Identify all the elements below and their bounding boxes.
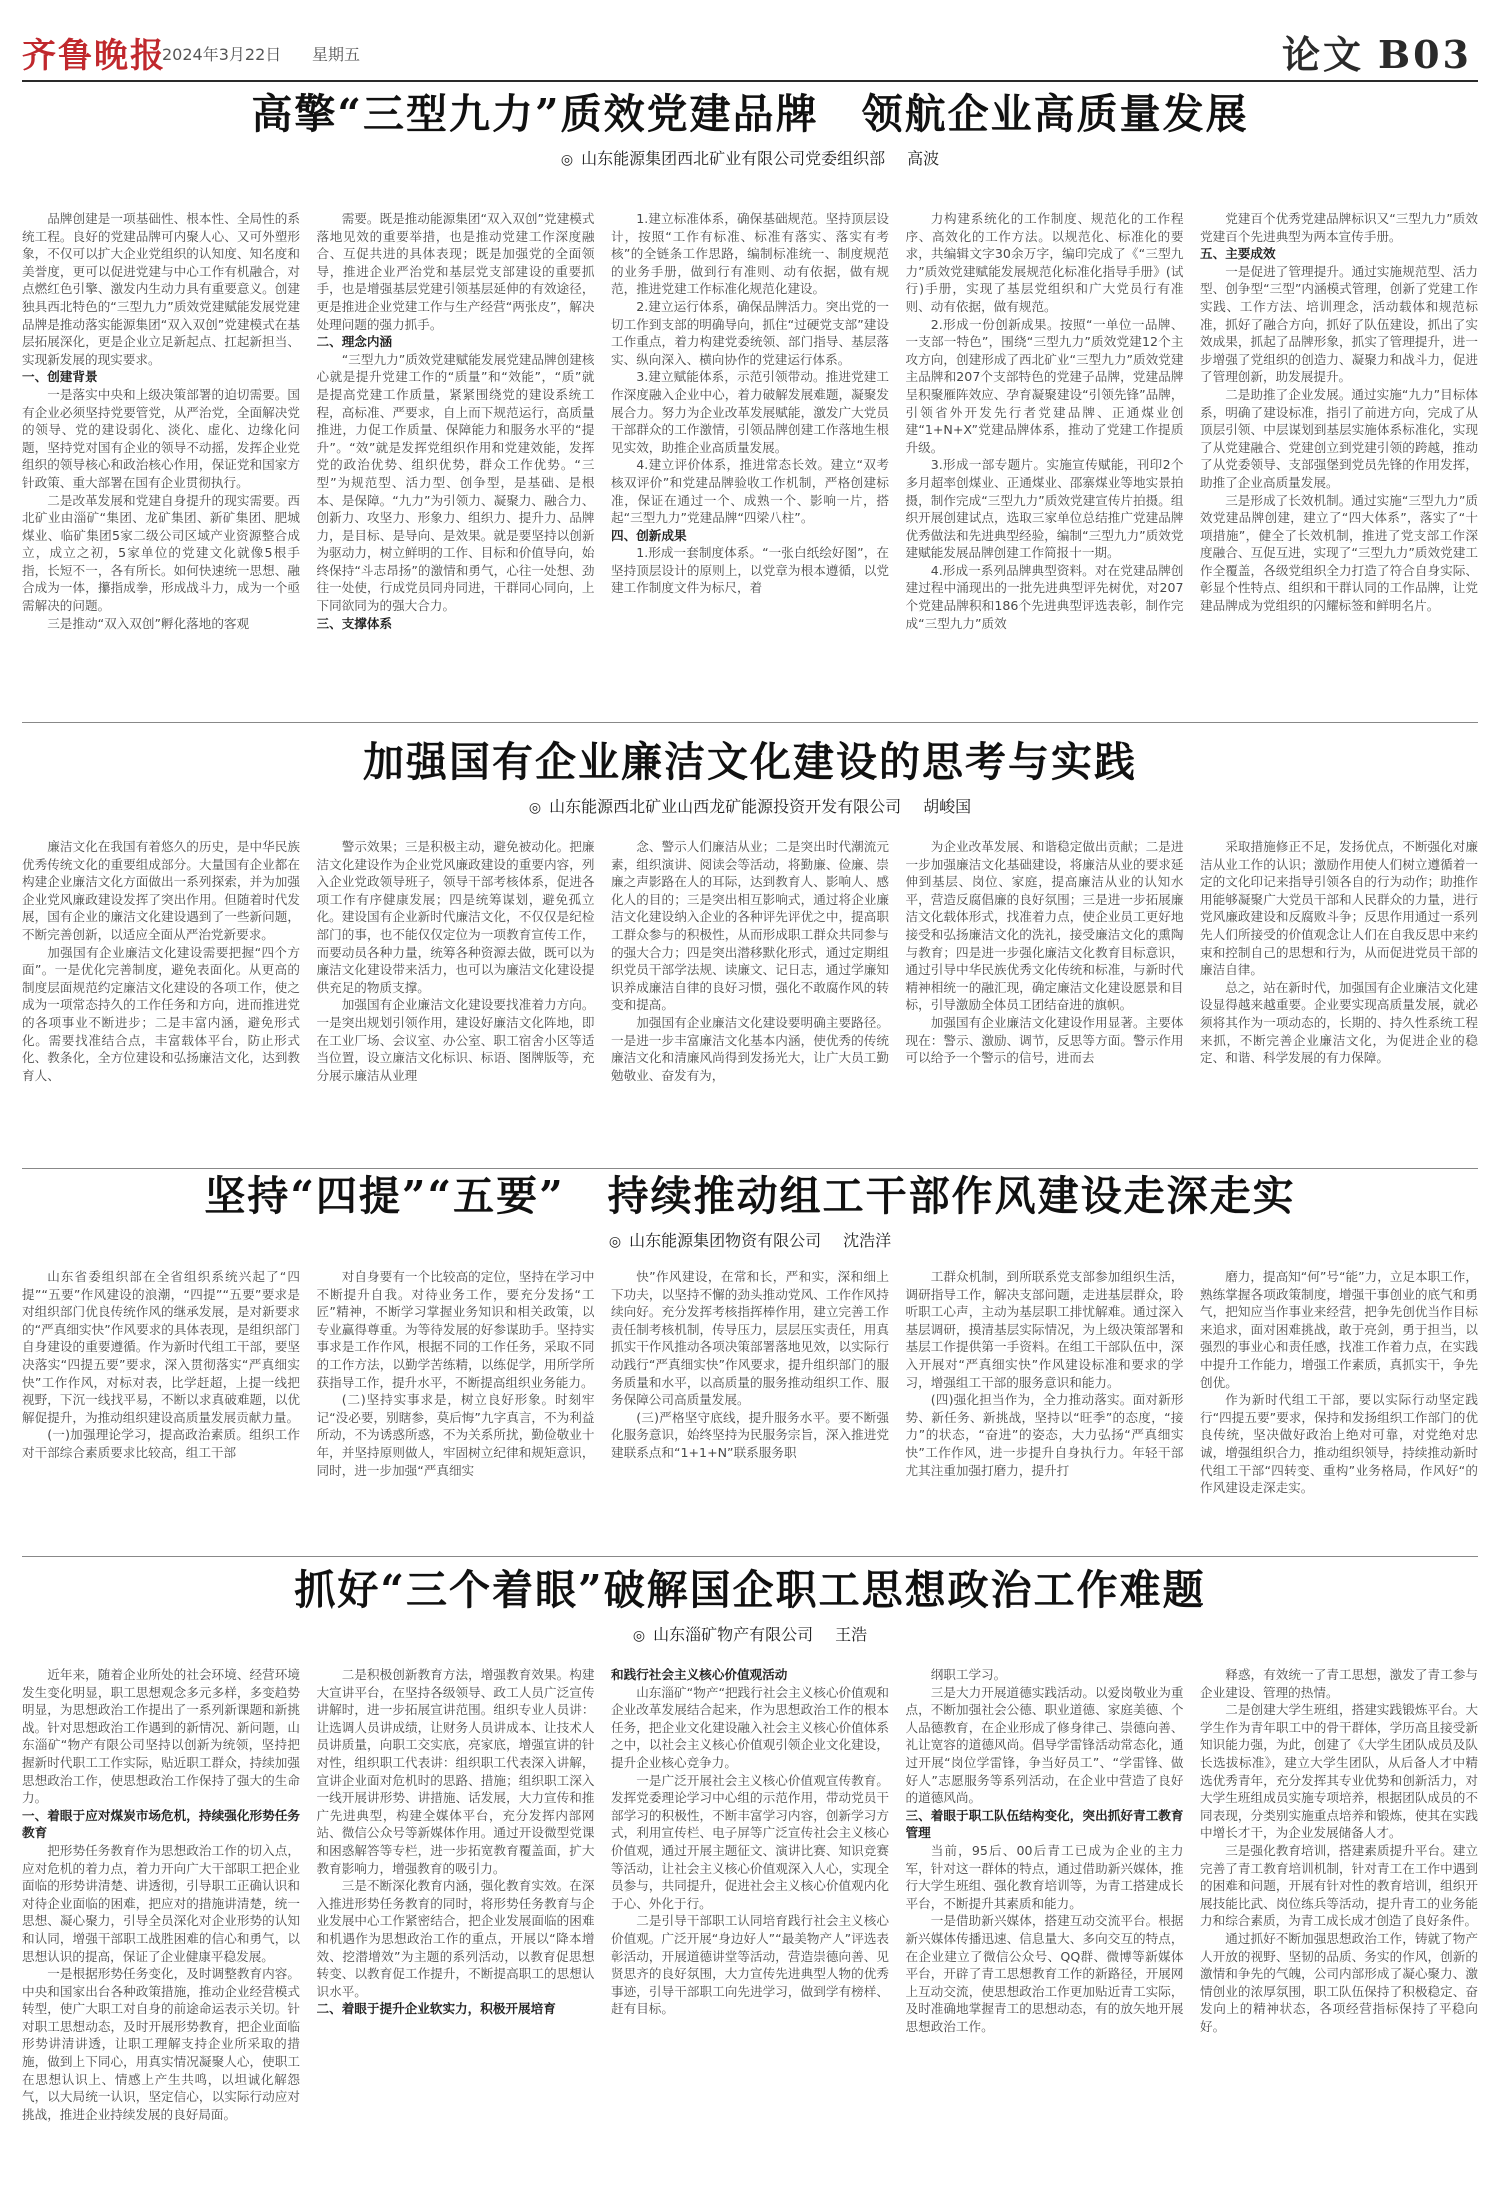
byline-bullet-icon: ◎ [632, 1628, 646, 1644]
text-column [906, 1666, 1184, 2194]
paragraph: 工群众机制，到所联系党支部参加组织生活，调研指导工作，解决支部问题，走进基层群众，聆听职工心声，主动为基层职工排忧解难。通过深入基层调研，摸清基层实际情况，为上级决策部署和基层工作提供第一手资料。在组工干部队伍中，深入开展对“严真细实快”作风建设标准和要求的学习，增强组工干部的服务意识和能力。 [905, 1269, 1184, 1390]
text-column [22, 838, 300, 1166]
section-subheading: 二、着眼于提升企业软实力，积极开展培育 [316, 2001, 556, 2017]
paragraph: 三是形成了长效机制。通过实施“三型九力”质效党建品牌创建，建立了“四大体系”，落实了“十项措施”，健全了长效机制，推进了党支部工作深度融合、互促互进，实现了“三型九力”质效党建工作全覆盖，各级党组织全力打造了符合自身实际、彰显个性特点、组织和干群认同的工作品牌，让党建品牌成为党组织的闪耀标签和鲜明名片。 [1200, 492, 1478, 614]
paragraph: 三是强化教育培训，搭建素质提升平台。建立完善了青工教育培训机制，针对青工在工作中遇到的困难和问题，开展有针对性的教育培训，组织开展技能比武、岗位练兵等活动，提升青工的业务能力和综合素质，为青工成长成才创造了良好条件。 [1200, 1842, 1478, 1929]
issue-date: 2024年3月22日 [162, 45, 282, 64]
byline-author: 胡峻国 [923, 797, 972, 816]
text-column [1200, 1268, 1478, 1548]
article-headline: 坚持“四提”“五要” 持续推动组工干部作风建设走深走实 [204, 1172, 1296, 1220]
paragraph: 三是推动“双入双创”孵化落地的客观 [47, 615, 250, 631]
paragraph: 二是助推了企业发展。通过实施“九力”目标体系，明确了建设标准，指引了前进方向，完成了从顶层引领、中层谋划到基层实施体系标准化，实现了从党建融合、党建创立到党建引领的跨越，推动了从党委领导、支部强堡到党员先锋的作用发挥，助推了企业高质量发展。 [1200, 386, 1478, 490]
paragraph: 需要。既是推动能源集团“双入双创”党建模式落地见效的重要举措，也是推动党建工作深度融合、互促共进的具体表现；既是加强党的全面领导，推进企业严治党和基层党支部建设的重要抓手，也是增强基层党建引领基层延伸的有效途径，更是推进企业党建工作与生产经营“两张皮”，解决处理问题的强力抓手。 [316, 211, 595, 332]
issue-weekday: 星期五 [312, 45, 361, 64]
paragraph: (二)坚持实事求是，树立良好形象。时刻牢记“没必要，别瞎参，莫后悔”九字真言，不为利益所动，不为诱惑所惑，不为关系所扰，勤俭敬业十年，并坚持原则做人，牢固树立纪律和规矩意识，同时，进一步加强“严真细实 [316, 1392, 595, 1478]
paragraph: 快”作风建设，在常和长，严和实，深和细上下功夫，以坚持不懈的劲头推动党风、工作作风持续向好。充分发挥考核指挥棒作用，建立完善工作责任制考核机制，传导压力，层层压实责任，用真抓实干作风推动各项决策部署落地见效，以实际行动践行“严真细实快”作风要求，提升组织部门的服务质量和水平，以高质量的服务推动组织工作、服务保障公司高质量发展。 [611, 1269, 889, 1408]
text-column [906, 210, 1184, 718]
paragraph: 当前，95后、00后青工已成为企业的主力军，针对这一群体的特点，通过借助新兴媒体，推行大学生班组、强化教育培训等，为青工搭建成长平台，不断提升其素质和能力。 [905, 1842, 1184, 1911]
paragraph: (四)强化担当作为，全力推动落实。面对新形势、新任务、新挑战，坚持以“旺季”的态度，“接力”的状态，“奋进”的姿态，大力弘扬“严真细实快”工作作风，进一步提升自身执行力。年轻干部尤其注重加强打磨力，提升打 [905, 1392, 1184, 1478]
section-subheading: 一、创建背景 [22, 369, 98, 385]
paragraph: 加强国有企业廉洁文化建设要明确主要路径。一是进一步丰富廉洁文化基本内涵，使优秀的传统廉洁文化和清廉风尚得到发扬光大，让广大员工勤勉敬业、奋发有为， [611, 1014, 889, 1083]
paragraph: 加强国有企业廉洁文化建设作用显著。主要体现在：警示、激励、调节，反思等方面。警示作用可以给予一个警示的信号，进而去 [905, 1014, 1184, 1066]
text-column [1200, 1666, 1478, 2194]
paragraph: 总之，站在新时代，加强国有企业廉洁文化建设显得越来越重要。企业要实现高质量发展，就必须将其作为一项动态的，长期的、持久性系统工程来抓，不断完善企业廉洁文化，为促进企业的稳定、和谐、科学发展的有力保障。 [1200, 979, 1478, 1066]
paragraph: 释惑，有效统一了青工思想，激发了青工参与企业建设、管理的热情。 [1200, 1667, 1478, 1700]
article-headline: 高擎“三型九力”质效党建品牌 领航企业高质量发展 [251, 90, 1249, 138]
article-divider [22, 722, 1478, 723]
paragraph: 一是借助新兴媒体，搭建互动交流平台。根据新兴媒体传播迅速、信息量大、多向交互的特点，在企业建立了微信公众号、QQ群、微博等新媒体平台，开辟了青工思想教育工作的新路径，开展网上互动交流，使思想政治工作更加贴近青工实际，及时准确地掌握青工的思想动态，有的放矢地开展思想政治工作。 [905, 1913, 1184, 2034]
paragraph: 二是改革发展和党建自身提升的现实需要。西北矿业由淄矿“集团、龙矿集团、新矿集团、肥城煤业、临矿集团5家二级公司区域产业资源整合成立，成立之初，5家单位的党建文化就像5根手指，长短不一，各有所长。如何快速统一思想、融合成为一体，攥指成拳，形成战斗力，成为一个亟需解决的问题。 [22, 492, 300, 614]
paragraph: 采取措施修正不足，发扬优点，不断强化对廉洁从业工作的认识；激励作用使人们树立遵循着一定的文化印记来指导引领各自的行为动作；助推作用能够凝聚广大党员干部和人民群众的力量，进行党风廉政建设和反腐败斗争；反思作用通过一系列先人们所接受的价值观念让人们在自我反思中来约束和控制自己的思想和行为，从而促进党员干部的廉洁自律。 [1200, 839, 1478, 978]
byline-org: 山东淄矿物产有限公司 [653, 1625, 814, 1644]
text-column [317, 210, 595, 718]
section-name: 论文 [1281, 32, 1364, 77]
paragraph: 1.建立标准体系，确保基础规范。坚持顶层设计，按照“工作有标准、标准有落实、落实有考核”的全链条工作思路，编制标准统一、制度规范的业务手册，做到行有准则、动有依据，做有规范，推进党建工作标准化规范化建设。 [611, 211, 889, 297]
paragraph: 一是广泛开展社会主义核心价值观宣传教育。发挥党委理论学习中心组的示范作用，带动党员干部学习的积极性，不断丰富学习内容，创新学习方式，利用宣传栏、电子屏等广泛宣传社会主义核心价值观，通过开展主题征文、演讲比赛、知识竞赛等活动，让社会主义核心价值观深入人心，实现全员参与，共同提升，促进社会主义核心价值观内化于心、外化于行。 [611, 1772, 889, 1911]
article-divider [22, 1556, 1478, 1557]
article-byline [22, 794, 1478, 818]
page-code: B03 [1378, 32, 1472, 77]
masthead [22, 22, 1478, 77]
paragraph: 3.建立赋能体系，示范引领带动。推进党建工作深度融入企业中心，着力破解发展难题，凝聚发展合力。努力为企业改革发展赋能，激发广大党员干部群众的工作激情，引领品牌创建工作落地生根见实效，助推企业高质量发展。 [611, 369, 889, 455]
paragraph: 加强国有企业廉洁文化建设要找准着力方向。一是突出规划引领作用，建设好廉洁文化阵地，即在工业厂场、会议室、办公室、职工宿舍小区等适当位置，设立廉洁文化标识、标语、图牌版等，充分展示廉洁从业理 [316, 997, 595, 1083]
text-column [611, 1268, 889, 1548]
article-1 [22, 88, 1478, 718]
paragraph: 廉洁文化在我国有着悠久的历史，是中华民族优秀传统文化的重要组成部分。大量国有企业都在构建企业廉洁文化方面做出一系列探索，并为加强企业党风廉政建设发挥了突出作用。但随着时代发展，国有企业的廉洁文化建设遇到了一些新问题，不断完善创新，以适应全面从严治党新要求。 [22, 839, 300, 942]
text-column [611, 1666, 889, 2194]
article-columns [22, 210, 1478, 718]
paragraph: 加强国有企业廉洁文化建设需要把握“四个方面”。一是优化完善制度，避免表面化。从更高的制度层面规范约定廉洁文化建设的各项工作，使之成为一项常态持久的工作任务和方向，进而推进党的各项事业不断进步；二是丰富内涵，避免形式化。需要找准结合点，丰富载体平台，防止形式化、教条化，全方位建设和弘扬廉洁文化，达到教育人、 [22, 944, 300, 1083]
paragraph: 山东淄矿“物产“把践行社会主义核心价值观和企业改革发展结合起来，作为思想政治工作的根本任务，把企业文化建设融入社会主义核心价值体系之中，以社会主义核心价值观引领企业文化建设，提升企业核心竞争力。 [611, 1684, 889, 1770]
paragraph: 2.建立运行体系，确保品牌活力。突出党的一切工作到支部的明确导向，抓住“过硬党支部”建设工作重点，着力构建党委统领、部门指导、基层落实、纵向深入、横向协作的党建运行体系。 [611, 298, 889, 367]
newspaper-logo: 齐鲁晚报 [22, 36, 166, 76]
text-column [611, 838, 889, 1166]
masthead-rule [22, 80, 1478, 82]
section-subheading: 五、主要成效 [1200, 246, 1276, 262]
byline-org: 山东能源集团西北矿业有限公司党委组织部 [581, 149, 886, 168]
paragraph: 山东省委组织部在全省组织系统兴起了“四提”“五要”作风建设的浪潮，“四提”“五要”要求是对组织部门优良传统作风的继承发展，是对新要求的“严真细实快”作风要求的具体表现，是组织部门自身建设的重要遵循。作为新时代组工干部，要坚决落实“四提五要”要求，深入贯彻落实“严真细实快”工作作风，对标对表，比学赶超，上提一线把视野，下沉一线找平易，不断以求真破难题，以优解促提升，为推动组织建设高质量发展贡献力量。 [22, 1269, 300, 1425]
text-column [317, 1268, 595, 1548]
section-subheading: 三、着眼于职工队伍结构变化，突出抓好青工教育管理 [905, 1807, 1184, 1841]
paragraph: 三是不断深化教育内涵，强化教育实效。在深入推进形势任务教育的同时，将形势任务教育与企业发展中心工作紧密结合，把企业发展面临的困难和机遇作为思想政治工作的重点，开展以“降本增效、挖潜增效”为主题的系列活动，以教育促思想转变、以教育促工作提升，不断提高职工的思想认识水平。 [316, 1878, 595, 1999]
paragraph: 3.形成一部专题片。实施宣传赋能，刊印2个多月超率创煤业、正通煤业、邵寨煤业等地实景拍摄，制作完成“三型九力”质效党建宣传片拍摄。组织开展创建试点，选取三家单位总结推广党建品牌优秀做法和先进典型经验，编制“三型九力”质效党建赋能发展品牌创建工作简报十一期。 [905, 457, 1184, 561]
paragraph: 4.形成一系列品牌典型资料。对在党建品牌创建过程中涌现出的一批先进典型评先树优，对207个党建品牌积和186个先进典型评选表彰，制作完成“三型九力”质效 [905, 562, 1184, 631]
paragraph: 磨力，提高知“何”号“能”力，立足本职工作，熟练掌握各项政策制度，增强干事创业的底气和勇气，把知应当作事业来经营，把争先创优当作目标来追求，面对困难挑战，敢于亮剑，勇于担当，以强烈的事业心和责任感，找准工作着力点，在实践中提升工作能力，增强工作素质，真抓实干，争先创优。 [1200, 1269, 1478, 1390]
article-divider [22, 1168, 1478, 1169]
text-column [906, 1268, 1184, 1548]
article-byline [22, 1228, 1478, 1252]
byline-bullet-icon: ◎ [560, 152, 574, 168]
paragraph: (一)加强理论学习，提高政治素质。组织工作对干部综合素质要求比较高，组工干部 [22, 1427, 300, 1460]
paragraph: 1.形成一套制度体系。“一张白纸绘好图”，在坚持顶层设计的原则上，以党章为根本遵循，以党建工作制度文件为标尺，着 [611, 545, 889, 596]
paragraph: (三)严格坚守底线，提升服务水平。要不断强化服务意识，始终坚持为民服务宗旨，深入推进党建联系点和“1+1+N”联系服务职 [611, 1409, 889, 1460]
article-headline: 抓好“三个着眼”破解国企职工思想政治工作难题 [294, 1566, 1206, 1614]
article-columns [22, 838, 1478, 1166]
paragraph: 作为新时代组工干部，要以实际行动坚定践行“四提五要”要求，保持和发扬组织工作部门的优良传统，坚决做好政治上绝对可靠，对党绝对忠诚，增强组织合力，推动组织领导，持续推动新时代组工干部“四转变、重构”业务格局，作风好“的作风建设走深走实。 [1200, 1392, 1478, 1496]
byline-bullet-icon: ◎ [608, 1234, 622, 1250]
paragraph: 二是引导干部职工认同培育践行社会主义核心价值观。广泛开展“身边好人”“最美物产人”评选表彰活动，开展道德讲堂等活动，营造崇德向善、见贤思齐的良好氛围，大力宣传先进典型人物的优秀事迹，引导干部职工向先进学习，做到学有榜样、赶有目标。 [611, 1913, 889, 2017]
article-4 [22, 1564, 1478, 2194]
section-subheading: 三、支撑体系 [316, 615, 393, 631]
text-column [611, 210, 889, 718]
text-column [317, 838, 595, 1166]
paragraph: 对自身要有一个比较高的定位，坚持在学习中不断提升自我。对待业务工作，要充分发扬“工匠”精神，不断学习掌握业务知识和相关政策，以专业赢得尊重。为等待发展的好参谋助手。坚持实事求是工作作风，根据不同的工作任务，采取不同的工作方法，以勤学苦练精，以练促学，用所学所获指导工作，提升水平，不断提高组织业务能力。 [316, 1269, 595, 1390]
paragraph: 纲职工学习。 [930, 1667, 1007, 1682]
paragraph: 三是大力开展道德实践活动。以爱岗敬业为重点，不断加强社会公德、职业道德、家庭美德、个人品德教育，在企业形成了修身律己、崇德向善、礼让宽容的道德风尚。倡导学雷锋活动常态化，通过开展“岗位学雷锋，争当好员工”、“学雷锋、做好人”志愿服务等系列活动，在企业中营造了良好的道德风尚。 [905, 1684, 1184, 1806]
paragraph: 为企业改革发展、和谐稳定做出贡献；二是进一步加强廉洁文化基础建设，将廉洁从业的要求延伸到基层、岗位、家庭，提高廉洁从业的认知水平，营造反腐倡廉的良好氛围；三是进一步拓展廉洁文化载体形式，找准着力点，使企业员工更好地接受和弘扬廉洁文化的洗礼，接受廉洁文化的熏陶与教育；四是进一步强化廉洁文化教育目标意识，通过引导中华民族优秀文化传统和标准，与新时代精神相统一的融汇现，确定廉洁文化建设愿景和目标，引导激励全体员工团结奋进的旗帜。 [905, 839, 1184, 1013]
section-label [1268, 24, 1472, 79]
byline-org: 山东能源集团物资有限公司 [629, 1231, 822, 1250]
paragraph: 警示效果；三是积极主动，避免被动化。把廉洁文化建设作为企业党风廉政建设的重要内容，列入企业党政领导班子，领导干部考核体系，促进各项工作有序健康发展；四是统筹谋划，避免孤立化。建设国有企业新时代廉洁文化，不仅仅是纪检部门的事，也不能仅仅定位为一项教育宣传工作，而要动员各种力量，统筹各种资源去做，既可以为廉洁文化建设带来活力，也可以为廉洁文化建设提供充足的物质支撑。 [316, 839, 595, 995]
article-3 [22, 1170, 1478, 1556]
paragraph: “三型九力”质效党建赋能发展党建品牌创建核心就是提升党建工作的“质量”和“效能”，“质”就是提高党建工作质量，紧紧围绕党的建设系统工程，高标准、严要求，自上而下规范运行，高质量推进，力促工作质量、保障能力和服务水平的“提升”。“效”就是发挥党组织作用和党建效能，发挥党的政治优势、组织优势，群众工作优势。“三型”为规范型、活力型、创争型，是基础、是根本、是保障。“九力”为引领力、凝聚力、融合力、创新力、攻坚力、形象力、组织力、提升力、品牌力，是目标、是导向、是效果。就是要坚持以创新为驱动力，树立鲜明的工作、目标和价值导向，始终保持“斗志昂扬”的激情和勇气，心往一处想、劲往一处使，行成党员同舟同进，干群同心同向，上下同欲同为的强大合力。 [316, 351, 595, 614]
article-headline: 加强国有企业廉洁文化建设的思考与实践 [363, 738, 1137, 786]
text-column [22, 1666, 300, 2194]
byline-org: 山东能源西北矿业山西龙矿能源投资开发有限公司 [549, 797, 902, 816]
article-byline [22, 1622, 1478, 1646]
text-column [1200, 838, 1478, 1166]
article-columns [22, 1268, 1478, 1548]
paragraph: 近年来，随着企业所处的社会环境、经营环境发生变化明显，职工思想观念多元多样，多变趋势明显，为思想政治工作提出了一系列新课题和新挑战。针对思想政治工作遇到的新情况、新问题，山东淄矿“物产有限公司坚持以创新为统领，坚持把握新时代职工工作实际，贴近职工群众，持续加强思想政治工作，使思想政治工作保持了强大的生命力。 [22, 1667, 300, 1806]
paragraph: 一是根据形势任务变化，及时调整教育内容。中央和国家出台各种政策措施，推动企业经营模式转型，使广大职工对自身的前途命运表示关切。针对职工思想动态，及时开展形势教育，把企业面临形势讲清讲透，让职工理解支持企业所采取的措施，做到上下同心，用真实情况凝聚人心，使职工在思想认识上、情感上产生共鸣，以坦诚化解怨气，以大局统一认识，坚定信心，以实际行动应对挑战，推进企业持续发展的良好局面。 [22, 1966, 300, 2122]
article-columns [22, 1666, 1478, 2194]
byline-author: 沈浩洋 [843, 1231, 892, 1250]
paragraph: 把形势任务教育作为思想政治工作的切入点，应对危机的着力点，着力开向广大干部职工把企业面临的形势讲清楚、讲透彻，引导职工正确认识和对待企业面临的困难，把应对的措施讲清楚，统一思想、凝心聚力，引导全员深化对企业形势的认知和认同，增强干部职工战胜困难的信心和勇气，以思想认识的提高，保证了企业健康平稳发展。 [22, 1842, 300, 1964]
byline-author: 王浩 [835, 1625, 868, 1644]
paragraph: 一是落实中央和上级决策部署的迫切需要。国有企业必须坚持党要管党，从严治党，全面解决党的领导、党的建设弱化、淡化、虚化、边缘化问题，坚持党对国有企业的领导不动摇，发挥企业党组织的领导核心和政治核心作用，保证党和国家方针政策、重大部署在国有企业贯彻执行。 [22, 386, 300, 490]
section-subheading: 和践行社会主义核心价值观活动 [611, 1667, 788, 1682]
section-subheading: 四、创新成果 [611, 527, 687, 543]
text-column [22, 1268, 300, 1548]
text-column [22, 210, 300, 718]
paragraph: 二是积极创新教育方法，增强教育效果。构建大宣讲平台，在坚持各级领导、政工人员广泛宣传讲解时，进一步拓展宣讲范围。组织专业人员讲：让选调人员讲成绩，让财务人员讲成本、让技术人员讲质量，向职工交实底，亮家底，增强宣讲的针对性，组织职工代表讲：组织职工代表深入讲解，宣讲企业面对危机时的思路、措施；组织职工深入一线开展讲形势、讲措施、话发展，大力宣传和推广先进典型，构建全媒体平台，充分发挥内部网站、微信公众号等新媒体作用。通过开设微型党课和困惑解答等专栏，进一步拓宽教育覆盖面，扩大教育影响力，增强教育的吸引力。 [316, 1667, 595, 1876]
section-subheading: 一、着眼于应对煤炭市场危机，持续强化形势任务教育 [22, 1807, 300, 1841]
paragraph: 2.形成一份创新成果。按照“一单位一品牌、一支部一特色”，围绕“三型九力”质效党建12个主攻方向，创建形成了西北矿业“三型九力”质效党建主品牌和207个支部特色的党建子品牌，党建品牌呈积聚雁阵效应、孕育凝聚建设“引领先锋”品牌，引领省外开发先行者党建品牌、正通煤业创建“1+N+X”党建品牌体系，推动了党建工作提质升级。 [905, 316, 1184, 455]
paragraph: 4.建立评价体系，推进常态长效。建立“双考核双评价”和党建品牌验收工作机制，严格创建标准，保证在通过一个、成熟一个、影响一片，搭起“三型九力”党建品牌“四梁八柱”。 [611, 457, 889, 526]
paragraph: 通过抓好不断加强思想政治工作，铸就了物产人开放的视野、坚韧的品质、务实的作风，创新的激情和争先的气魄，公司内部形成了凝心聚力、激情创业的浓厚氛围，职工队伍保持了积极稳定、奋发向上的精神状态，各项经营指标保持了平稳向好。 [1200, 1930, 1478, 2034]
paragraph: 一是促进了管理提升。通过实施规范型、活力型、创争型“三型”内涵模式管理，创新了党建工作实践、工作方法、培训理念，活动载体和规范标准，抓好了融合方向，抓好了队伍建设，抓出了实效成果，抓起了品牌形象，抓实了管理提升，进一步增强了党组织的创造力、凝聚力和战斗力，促进了管理创新，助发展提升。 [1200, 263, 1478, 385]
byline-author: 高波 [907, 149, 940, 168]
text-column [1200, 210, 1478, 718]
text-column [317, 1666, 595, 2194]
text-column [906, 838, 1184, 1166]
article-byline [22, 146, 1478, 170]
paragraph: 品牌创建是一项基础性、根本性、全局性的系统工程。良好的党建品牌可内聚人心、又可外塑形象，不仅可以扩大企业党组织的认知度、知名度和美誉度，更可以促进党建与中心工作有机融合，对点燃红色引擎、激发内生动力具有重要意义。创建独具西北特色的“三型九力”质效党建赋能发展党建品牌是推动落实能源集团“双入双创”党建模式在基层拓展深化，更是企业立足新起点、扛起新担当、实现新发展的现实要求。 [22, 211, 300, 367]
article-2 [22, 736, 1478, 1168]
byline-bullet-icon: ◎ [528, 800, 542, 816]
paragraph: 党建百个优秀党建品牌标识又“三型九力”质效党建百个先进典型为两本宣传手册。 [1200, 211, 1478, 244]
paragraph: 念、警示人们廉洁从业；二是突出时代潮流元素，组织演讲、阅读会等活动，将勤廉、俭廉、崇廉之声影路在人的耳际，达到教育人、影响人、感化人的目的；三是突出相互影响式，通过将企业廉洁文化建设纳入企业的各种评先评优之中，提高职工群众参与的积极性，从而形成职工群众共同参与的强大合力；四是突出潜移默化形式，通过定期组织党员干部学法规、读廉文、记日志，通过学廉知识养成廉洁自律的良好习惯，强化不敢腐作风的转变和提高。 [611, 839, 889, 1013]
paragraph: 二是创建大学生班组，搭建实践锻炼平台。大学生作为青年职工中的骨干群体，学历高且接受新知识能力强，为此，创建了《大学生团队成员及队长选拔标准》，建立大学生团队，从后备人才中精选优秀青年，充分发挥其专业优势和创新活力，对大学生班组成员实施专项培养，根据团队成员的不同表现，分类别实施重点培养和锻炼，使其在实践中增长才干，为企业发展储备人才。 [1200, 1702, 1478, 1841]
paragraph: 力构建系统化的工作制度、规范化的工作程序、高效化的工作方法。以规范化、标准化的要求，共编辑文字30余万字，编印完成了《“三型九力”质效党建赋能发展规范化标准化指导手册》(试行)手册，实现了基层党组织和广大党员行有准则、动有依据，做有规范。 [905, 211, 1184, 314]
section-subheading: 二、理念内涵 [316, 334, 393, 350]
